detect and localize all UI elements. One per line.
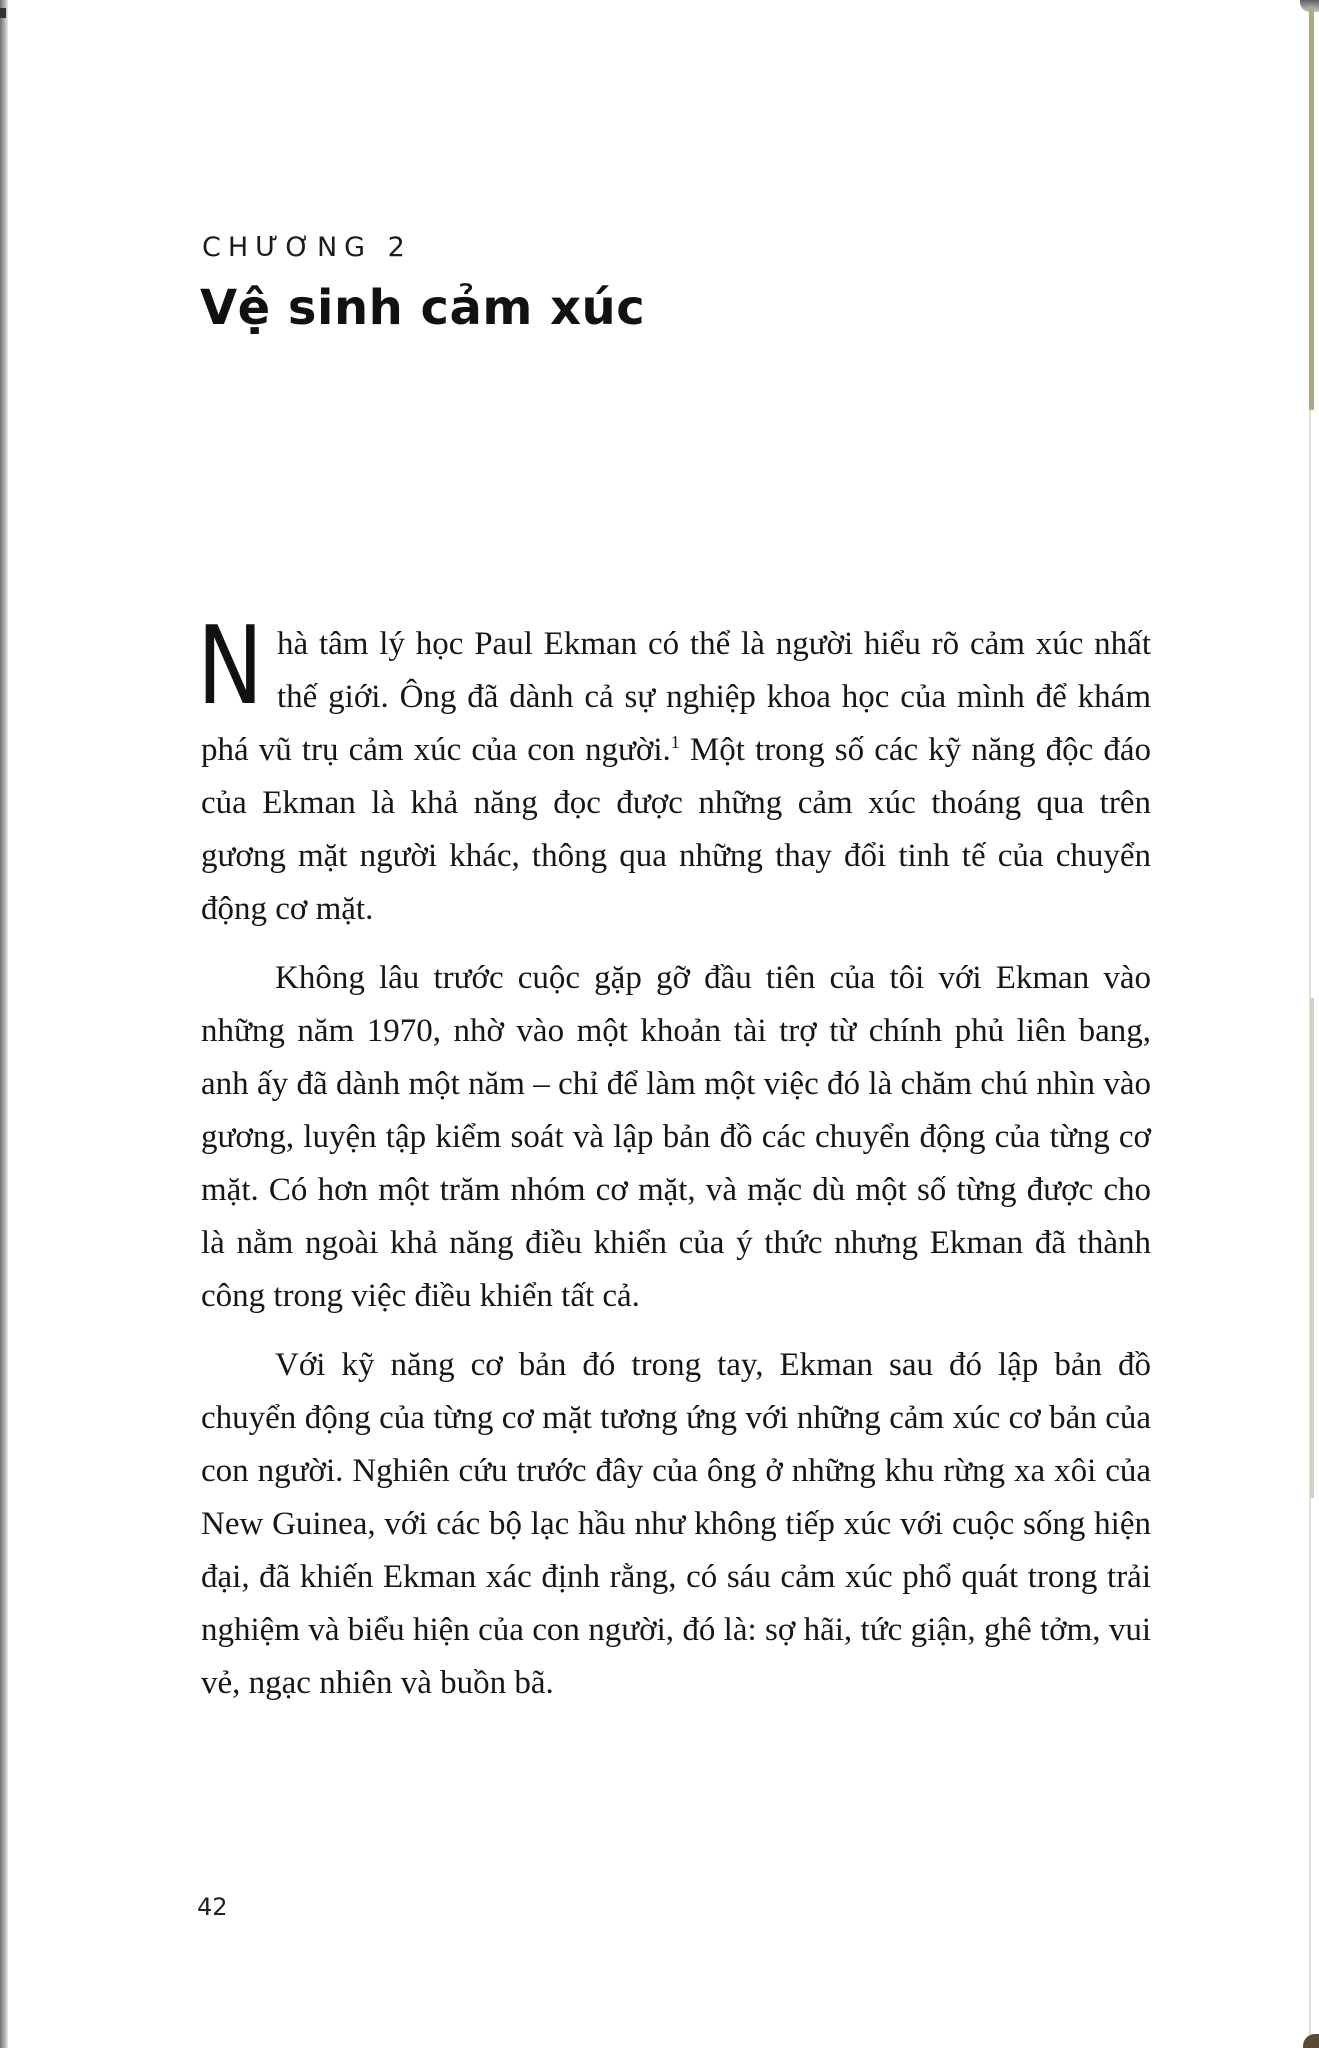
- chapter-body: [197, 604, 1151, 1710]
- page-edge-corner-bottom: [1303, 2034, 1319, 2048]
- footnote-reference[interactable]: 1: [670, 732, 680, 752]
- drop-cap: N: [197, 604, 264, 729]
- page-edge-strip-top: [1309, 6, 1314, 410]
- binding-edge: [0, 0, 8, 2048]
- paragraph-1-text: hà tâm lý học Paul Ekman có thể là người hiểu rõ cảm xúc nhất thế giới. Ông đã dành cả sự nghiệp khoa học của mình để khám phá vũ trụ cảm xúc của con người.: [201, 626, 1151, 768]
- paragraph-1: [197, 604, 1151, 936]
- paragraph-2: Không lâu trước cuộc gặp gỡ đầu tiên của tôi với Ekman vào những năm 1970, nhờ vào một khoản tài trợ từ chính phủ liên bang, anh ấy đã dành một năm – chỉ để làm một việc đó là chăm chú nhìn vào gương, luyện tập kiểm soát và lập bản đồ các chuyển động của từng cơ mặt. Có hơn một trăm nhóm cơ mặt, và mặc dù một số từng được cho là nằm ngoài khả năng điều khiển của ý thức nhưng Ekman đã thành công trong việc điều khiển tất cả.: [201, 960, 1151, 1314]
- paragraph-1-text-continued: Một trong số các kỹ năng độc đáo của Ekman là khả năng đọc được những cảm xúc thoáng qua trên gương mặt người khác, thông qua những thay đổi tinh tế của chuyển động cơ mặt.: [201, 732, 1151, 927]
- chapter-label: CHƯƠNG 2: [202, 232, 412, 263]
- page-number: 42: [197, 1893, 228, 1921]
- page-edge-strip-middle: [1310, 998, 1314, 1498]
- chapter-title: Vệ sinh cảm xúc: [200, 280, 646, 336]
- binding-edge-corner: [0, 8, 6, 18]
- paragraph-3: Với kỹ năng cơ bản đó trong tay, Ekman sau đó lập bản đồ chuyển động của từng cơ mặt tương ứng với những cảm xúc cơ bản của con người. Nghiên cứu trước đây của ông ở những khu rừng xa xôi của New Guinea, với các bộ lạc hầu như không tiếp xúc với cuộc sống hiện đại, đã khiến Ekman xác định rằng, có sáu cảm xúc phổ quát trong trải nghiệm và biểu hiện của con người, đó là: sợ hãi, tức giận, ghê tởm, vui vẻ, ngạc nhiên và buồn bã.: [201, 1347, 1151, 1701]
